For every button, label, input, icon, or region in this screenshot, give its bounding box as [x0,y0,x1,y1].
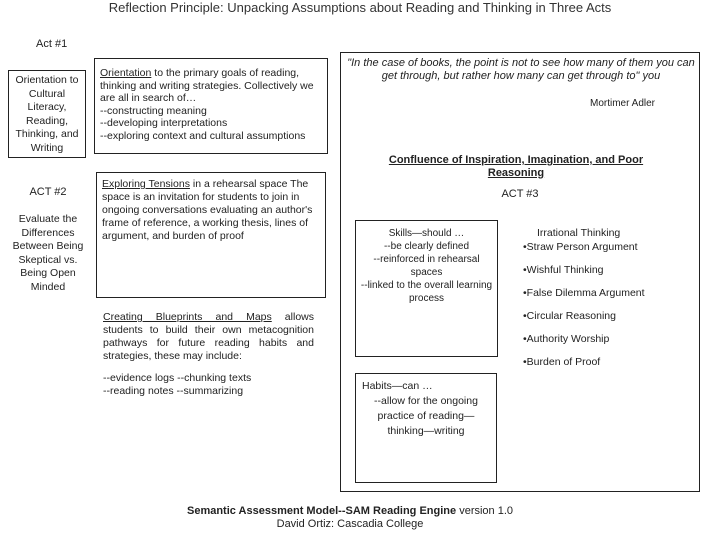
fallacy-item: •Burden of Proof [523,356,601,368]
skills-line: --be clearly defined [383,241,470,252]
creating-text: allows students to build their own metacognition pathways for future reading habits and strategies, these may include: [103,311,314,362]
footer-author: David Ortiz: Cascadia College [276,518,424,530]
confluence-heading: Confluence of Inspiration, Imagination, and Poor Reasoning [388,154,644,179]
skills-box [355,220,498,357]
creating-paragraph [103,311,314,363]
act1-box-text: Orientation to Cultural Literacy, Reading, Thinking, and Writing [15,74,79,154]
fallacy-item: •Wishful Thinking [523,264,604,276]
act1-description-box [94,58,328,154]
act1-line: --exploring context and cultural assumptions [100,129,306,142]
habits-box [355,373,497,483]
footer-version: version 1.0 [456,505,514,517]
habits-line: --allow for the ongoing practice of reading—thinking—writing [374,395,478,437]
act1-box [8,70,86,158]
act2-heading: Exploring Tensions [102,178,190,190]
fallacy-item: •Circular Reasoning [523,310,616,322]
irrational-thinking-list [523,227,683,379]
habits-title: Habits—can … [362,380,433,392]
fallacy-item: •Authority Worship [523,333,610,345]
skills-title: Skills—should … [388,228,465,239]
footer-title [0,505,700,517]
irrational-title: Irrational Thinking [537,227,621,239]
act1-line: --constructing meaning [100,104,207,117]
skills-line: --linked to the overall learning process [360,280,493,304]
act2-label: ACT #2 [29,186,67,198]
adler-quote: "In the case of books, the point is not to see how many of them you can get through, but rather how many can get through to" you [347,57,695,82]
quote-author: Mortimer Adler [590,98,656,109]
act1-text: to the primary goals of reading, thinking and writing strategies. Collectively we are all in search of… [100,67,314,104]
page-title: Reflection Principle: Unpacking Assumptions about Reading and Thinking in Three Acts [108,0,612,15]
fallacy-item: •False Dilemma Argument [523,287,645,299]
skills-line: --reinforced in rehearsal spaces [373,254,480,278]
act1-line: --developing interpretations [100,117,228,129]
creating-line: --evidence logs --chunking texts [103,372,252,384]
creating-heading: Creating Blueprints and Maps [103,311,272,323]
act2-text: in a rehearsal space The space is an invitation for students to join in ongoing conversations evaluating an author's frame of reference, a working thesis, lines of argument, and burden of proof [102,178,313,242]
act3-label: ACT #3 [501,188,539,200]
act2-box-text: Evaluate the Differences Between Being Skeptical vs. Being Open Minded [12,213,84,293]
footer-model-name: Semantic Assessment Model--SAM Reading Engine [186,505,457,517]
fallacy-item: •Straw Person Argument [523,241,638,253]
act1-heading: Orientation [100,67,152,79]
creating-line: --reading notes --summarizing [103,385,244,397]
act1-label: Act #1 [36,38,68,50]
act2-description-box [96,172,326,298]
